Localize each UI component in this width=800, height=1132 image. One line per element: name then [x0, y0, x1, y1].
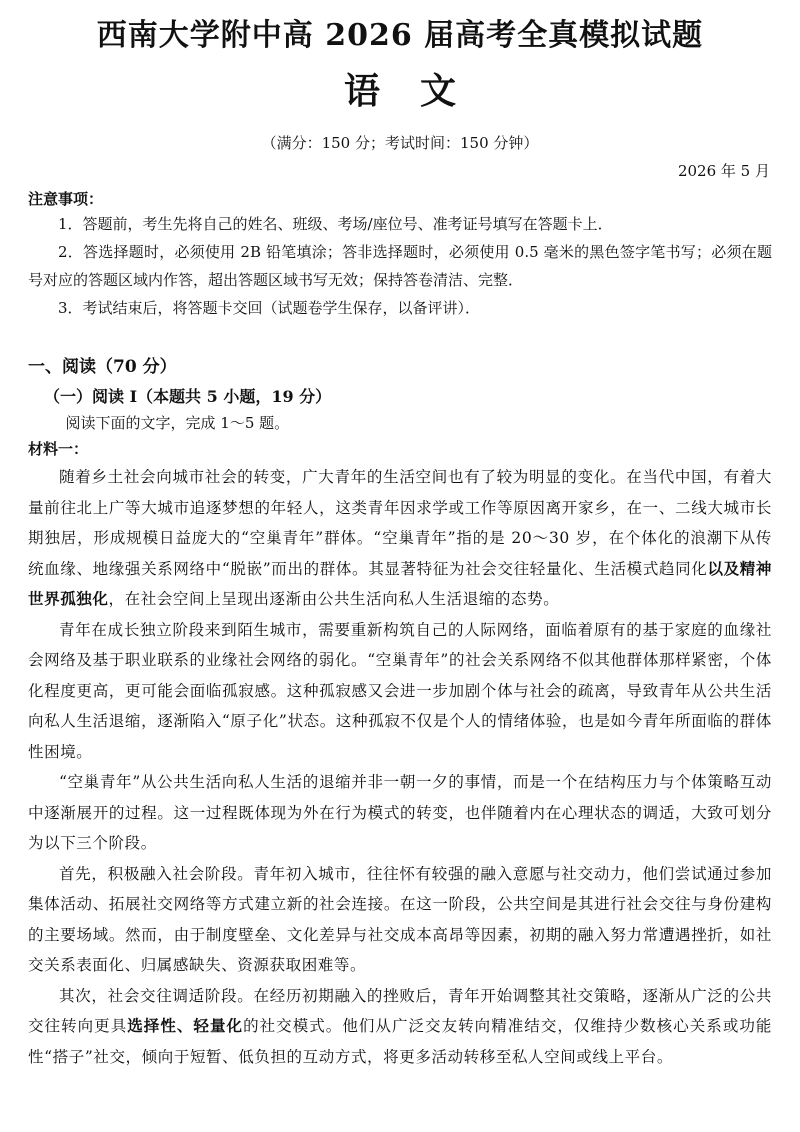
paragraph-1-emphasis: 以及精神世界孤独化 — [28, 558, 772, 608]
note-item-2: 2．答选择题时，必须使用 2B 铅笔填涂；答非选择题时，必须使用 0.5 毫米的黑色签字笔书写；必须在题号对应的答题区域内作答，超出答题区域书写无效；保持答卷清洁、完整． — [28, 243, 772, 289]
note-item-3: 3．考试结束后，将答题卡交回（试题卷学生保存，以备评讲）． — [58, 299, 481, 317]
subsection-title: （一）阅读 I（本题共 5 小题，19 分） — [44, 387, 332, 406]
material-label: 材料一： — [28, 440, 89, 458]
note-item-1: 1．答题前，考生先将自己的姓名、班级、考场/座位号、准考证号填写在答题卡上． — [58, 215, 613, 233]
paragraph-3: “空巢青年”从公共生活向私人生活的退缩并非一朝一夕的事情，而是一个在结构压力与个体策略互动中逐渐展开的过程。这一过程既体现为外在行为模式的转变，也伴随着内在心理状态的调适，大致可划分为以下三个阶段。 — [28, 773, 772, 852]
paragraph-5-text-b: 的社交模式。他们从广泛交友转向精准结交，仅维持少数核心关系或功能性“搭子”社交，倾向于短暂、低负担的互动方式，将更多活动转移至私人空间或线上平台。 — [28, 1017, 773, 1066]
paragraph-5-emphasis: 选择性、轻量化 — [127, 1016, 244, 1035]
paragraph-2: 青年在成长独立阶段来到陌生城市，需要重新构筑自己的人际网络，面临着原有的基于家庭的血缘社会网络及基于职业联系的业缘社会网络的弱化。“空巢青年”的社会关系网络不似其他群体那样紧密，个体化程度更高，更可能会面临孤寂感。这种孤寂感又会进一步加剧个体与社会的疏离，导致青年从公共生活向私人生活退缩，逐渐陷入“原子化”状态。这种孤寂不仅是个人的情绪体验，也是如今青年所面临的群体性困境。 — [28, 620, 772, 761]
subject-title: 语文 — [343, 70, 496, 112]
paragraph-1-text-a: 随着乡土社会向城市社会的转变，广大青年的生活空间也有了较为明显的变化。在当代中国，有着大量前往北上广等大城市追逐梦想的年轻人，这类青年因求学或工作等原因离开家乡，在一、二线大城市长期独居，形成规模日益庞大的“空巢青年”群体。“空巢青年”指的是 20～30 岁，在个体化的浪潮下从传统血缘、地缘强关系网络中“脱嵌”而出的群体。其显著特征为社会交往轻量化、生活模式趋同化 — [28, 468, 772, 578]
exam-title: 西南大学附中高 2026 届高考全真模拟试题 — [96, 18, 704, 53]
exam-date: 2026 年 5 月 — [677, 162, 770, 180]
section-title: 一、阅读（70 分） — [28, 357, 177, 377]
paragraph-5 — [28, 981, 772, 1073]
reading-instruction: 阅读下面的文字，完成 1～5 题。 — [65, 414, 290, 432]
notes-title: 注意事项： — [28, 190, 104, 208]
paragraph-4: 首先，积极融入社会阶段。青年初入城市，往往怀有较强的融入意愿与社交动力，他们尝试通过参加集体活动、拓展社交网络等方式建立新的社会连接。在这一阶段，公共空间是其进行社会交往与身份建构的主要场域。然而，由于制度壁垒、文化差异与社交成本高昂等因素，初期的融入努力常遭遇挫折，如社交关系表面化、归属感缺失、资源获取困难等。 — [28, 864, 772, 974]
paragraph-1 — [28, 462, 772, 615]
exam-meta: （满分：150 分；考试时间：150 分钟） — [261, 134, 539, 152]
paragraph-5-text-a: 其次，社会交往调适阶段。在经历初期融入的挫败后，青年开始调整其社交策略，逐渐从广泛的公共交往转向更具 — [28, 986, 772, 1035]
paragraph-1-text-b: ，在社会空间上呈现出逐渐由公共生活向私人生活退缩的态势。 — [108, 590, 560, 608]
